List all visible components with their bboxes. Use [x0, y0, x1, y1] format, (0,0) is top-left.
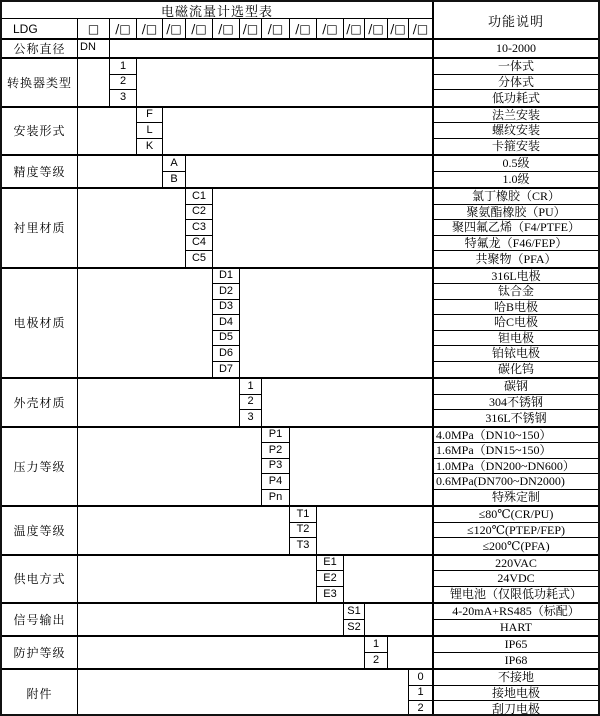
merged-empty-cell [78, 108, 137, 155]
selection-box: /□ [365, 19, 388, 38]
code-column [163, 156, 186, 187]
code-cell: 2 [417, 702, 424, 715]
function-header: 功能说明 [432, 2, 598, 38]
function-cell: 220VAC [434, 556, 598, 572]
function-cell: 钛合金 [434, 284, 598, 300]
function-cell: 4-20mA+RS485（标配） [434, 604, 598, 620]
function-cell: ≤80℃(CR/PU) [434, 507, 598, 523]
function-column [432, 108, 598, 155]
merged-empty-cell [78, 156, 163, 187]
header-main [2, 2, 432, 38]
selection-box: /□ [412, 21, 429, 36]
function-cell: 316L电极 [434, 269, 598, 285]
code-cell: 1 [409, 686, 432, 702]
function-cell: IP65 [434, 637, 598, 653]
group-installation-type [2, 106, 598, 155]
code-column [110, 59, 137, 106]
group-liner-material [2, 187, 598, 267]
code-cell: 1 [240, 379, 261, 395]
code-column [137, 108, 163, 155]
function-column [432, 59, 598, 106]
group-label: 压力等级 [2, 428, 78, 506]
function-cell: 钽电极 [434, 331, 598, 347]
model-code-row [2, 19, 432, 38]
code-cell: D3 [213, 300, 239, 316]
selection-box: /□ [137, 19, 163, 38]
function-cell: 4.0MPa（DN10~150） [434, 428, 598, 444]
page-title: 电磁流量计选型表 [2, 2, 432, 19]
code-cell: E2 [317, 571, 343, 587]
selection-box: /□ [240, 19, 262, 38]
function-cell: 卡箍安装 [491, 139, 540, 154]
code-cell: C3 [186, 220, 212, 236]
function-column [432, 670, 598, 716]
code-cell: 1 [110, 59, 136, 75]
code-cell: E3 [323, 587, 337, 600]
group-signal-output [2, 602, 598, 635]
function-cell: 螺纹安装 [434, 123, 598, 139]
group-label: 转换器类型 [2, 59, 78, 106]
function-column [432, 604, 598, 635]
code-cell: C4 [186, 236, 212, 252]
function-cell: 哈C电极 [434, 315, 598, 331]
code-cell: 0 [409, 670, 432, 686]
merged-empty-cell [78, 269, 213, 378]
code-column [262, 428, 290, 506]
function-cell: 法兰安装 [434, 108, 598, 124]
code-cell: C5 [191, 252, 207, 265]
code-cell: P2 [262, 443, 289, 459]
code-cell: Pn [268, 490, 283, 503]
function-cell: HART [500, 620, 532, 635]
code-cell: DN [80, 41, 96, 54]
function-cell: 锂电池（仅限低功耗式） [449, 587, 582, 602]
function-cell: 分体式 [434, 75, 598, 91]
merged-empty-cell [78, 637, 365, 668]
code-column [317, 556, 344, 603]
group-power-supply [2, 554, 598, 603]
group-label: 外壳材质 [2, 379, 78, 426]
code-cell: P4 [262, 474, 289, 490]
function-cell: 10-2000 [496, 40, 536, 55]
group-label: 防护等级 [2, 637, 78, 668]
code-cell: P1 [262, 428, 289, 444]
function-cell: 聚氨酯橡胶（PU） [434, 205, 598, 221]
function-column [432, 379, 598, 426]
code-cell: E1 [317, 556, 343, 572]
code-cell: A [163, 156, 185, 172]
function-cell: 铂铱电极 [434, 346, 598, 362]
group-pressure-rating [2, 426, 598, 506]
function-cell: 接地电极 [434, 686, 598, 702]
merged-empty-cell [78, 604, 344, 635]
merged-empty-cell [78, 428, 262, 506]
code-cell: T3 [296, 539, 310, 552]
group-label: 精度等级 [2, 156, 78, 187]
function-cell: 聚四氟乙烯（F4/PTFE） [434, 220, 598, 236]
group-accessories [2, 668, 598, 716]
function-cell: 刮刀电极 [491, 701, 540, 716]
function-column [432, 189, 598, 267]
group-accuracy-class [2, 154, 598, 187]
code-column [344, 604, 365, 635]
code-cell: D4 [213, 315, 239, 331]
function-column [432, 637, 598, 668]
function-cell: 共聚物（PFA） [475, 251, 557, 266]
group-nominal-diameter [2, 38, 598, 57]
function-cell: 特殊定制 [491, 490, 540, 505]
code-cell: K [145, 139, 154, 152]
function-cell: 316L不锈钢 [485, 410, 547, 425]
code-cell: D2 [213, 284, 239, 300]
code-cell: 2 [240, 395, 261, 411]
function-cell: 不接地 [434, 670, 598, 686]
function-column [432, 428, 598, 506]
selection-box: □ [78, 19, 110, 38]
selection-box: /□ [163, 19, 186, 38]
selection-box: /□ [344, 19, 365, 38]
code-column [409, 670, 432, 716]
code-cell: C1 [186, 189, 212, 205]
function-cell: 哈B电极 [434, 300, 598, 316]
selection-box: /□ [262, 19, 290, 38]
merged-empty-cell [78, 507, 290, 554]
code-cell: D1 [213, 269, 239, 285]
code-cell: F [137, 108, 162, 124]
merged-empty-cell [78, 59, 110, 106]
code-cell: 1 [365, 637, 387, 653]
function-column [432, 556, 598, 603]
code-cell: P3 [262, 459, 289, 475]
code-cell: S2 [347, 620, 361, 633]
merged-empty-cell [78, 670, 409, 716]
selection-box: /□ [213, 19, 240, 38]
code-column [240, 379, 262, 426]
code-column [186, 189, 213, 267]
group-label: 附件 [2, 670, 78, 716]
function-column [432, 156, 598, 187]
group-label: 温度等级 [2, 507, 78, 554]
function-cell: 0.5级 [434, 156, 598, 172]
code-cell: 3 [247, 411, 254, 424]
function-cell: IP68 [504, 653, 528, 668]
function-cell: 0.6MPa(DN700~DN2000) [434, 474, 598, 490]
code-cell: B [170, 172, 178, 185]
group-label: 衬里材质 [2, 189, 78, 267]
merged-empty-cell [78, 556, 317, 603]
group-label: 公称直径 [2, 40, 78, 57]
code-column [78, 40, 110, 57]
function-cell: 1.0级 [502, 172, 530, 187]
function-cell: 氯丁橡胶（CR） [434, 189, 598, 205]
code-cell: D7 [218, 362, 234, 375]
function-column [432, 40, 598, 57]
group-electrode-material [2, 267, 598, 378]
selection-box: /□ [290, 19, 317, 38]
table-header [2, 2, 598, 38]
merged-empty-cell [78, 189, 186, 267]
selection-box: /□ [186, 19, 213, 38]
group-housing-material [2, 377, 598, 426]
code-cell: 2 [372, 653, 380, 666]
function-cell: ≤200℃(PFA) [482, 538, 550, 553]
code-column [365, 637, 388, 668]
selection-box: /□ [317, 19, 344, 38]
group-protection-rating [2, 635, 598, 668]
function-cell: 24VDC [434, 571, 598, 587]
code-cell: T1 [290, 507, 316, 523]
group-temperature-rating [2, 505, 598, 554]
selection-box: /□ [110, 19, 137, 38]
code-cell: S1 [344, 604, 364, 620]
function-column [432, 269, 598, 378]
function-cell: 1.6MPa（DN15~150） [434, 443, 598, 459]
code-cell: T2 [290, 523, 316, 539]
function-cell: 碳钢 [434, 379, 598, 395]
group-label: 信号输出 [2, 604, 78, 635]
group-converter-type [2, 57, 598, 106]
function-cell: 特氟龙（F46/FEP） [434, 236, 598, 252]
function-cell: 一体式 [434, 59, 598, 75]
group-label: 供电方式 [2, 556, 78, 603]
group-label: 安装形式 [2, 108, 78, 155]
selection-box: /□ [388, 19, 409, 38]
function-cell: 304不锈钢 [434, 395, 598, 411]
code-column [290, 507, 317, 554]
merged-empty-cell [78, 379, 240, 426]
code-cell: 3 [119, 91, 127, 104]
function-cell: 碳化钨 [497, 362, 534, 377]
function-cell: ≤120℃(PTEP/FEP) [434, 523, 598, 539]
code-column [213, 269, 240, 378]
function-column [432, 507, 598, 554]
code-cell: 2 [110, 75, 136, 91]
code-cell: C2 [186, 205, 212, 221]
code-cell: D6 [213, 346, 239, 362]
group-label: 电极材质 [2, 269, 78, 378]
function-cell: 低功耗式 [491, 90, 540, 105]
function-cell: 1.0MPa（DN200~DN600） [434, 459, 598, 475]
code-cell: D5 [213, 331, 239, 347]
code-cell: L [137, 123, 162, 139]
model-code-label: LDG [2, 19, 78, 38]
